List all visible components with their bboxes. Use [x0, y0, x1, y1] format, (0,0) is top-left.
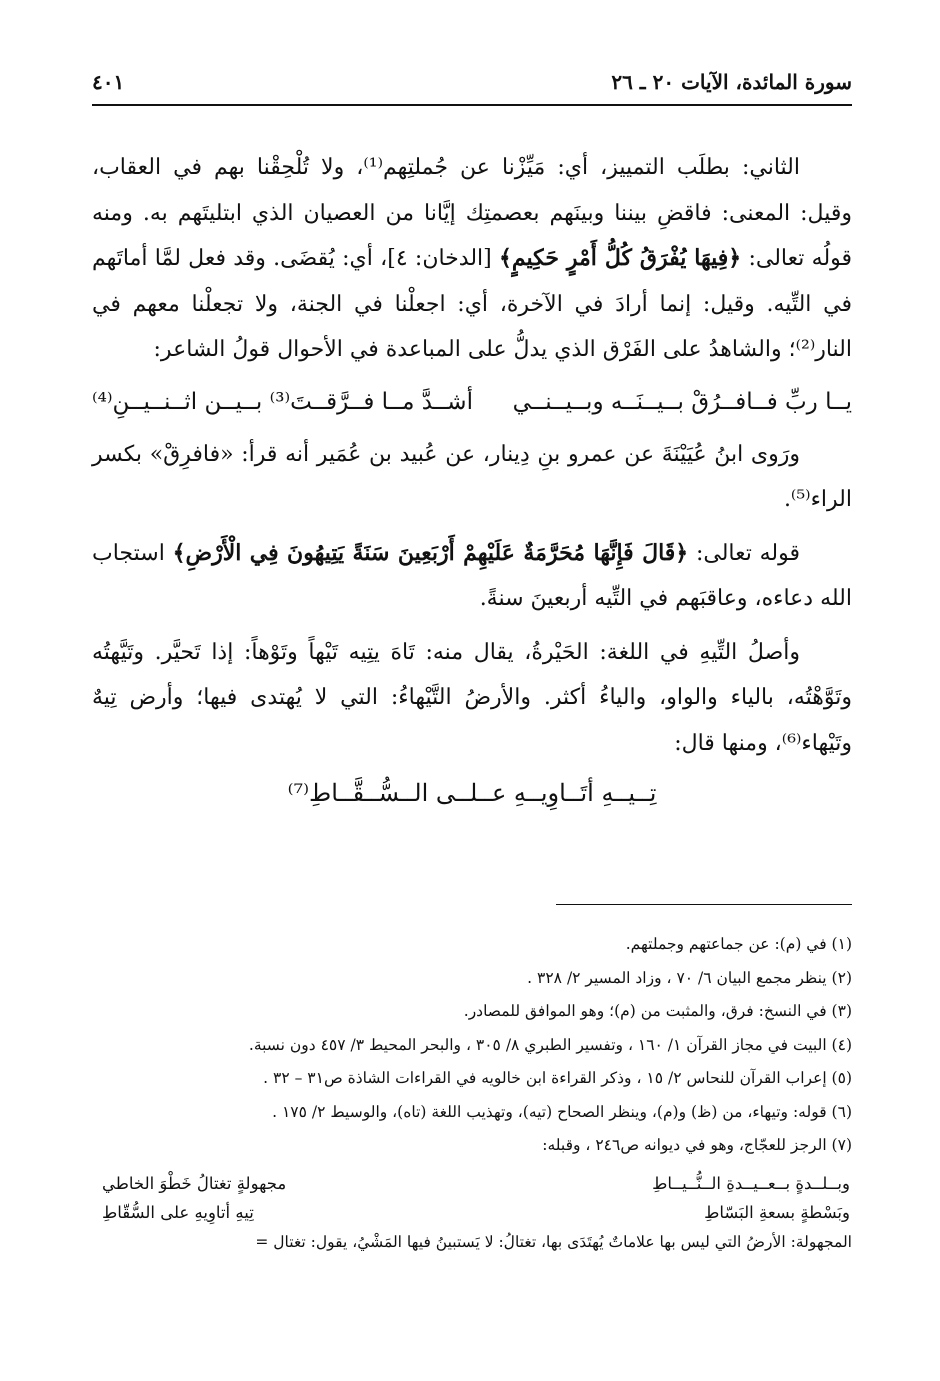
footnote-verse-2-first-hemistich: وبَسْطةٍ بسعةِ البَسّاطِ	[704, 1202, 850, 1222]
verse-1-second-hemistich: أشــدَّ مــا فــرَّقــتَ⁽³⁾ بــيــن اثــنــيــنِ⁽⁴⁾	[92, 388, 473, 415]
poetry-verse-2: تِــيــهِ أتَــاوِيــهِ عــلــى الــسُّــقَّــاطِ⁽⁷⁾	[287, 779, 657, 807]
footnote-verse-2	[92, 1198, 852, 1227]
paragraph-3-continuation: استجاب الله دعاءه، وعاقبَهم في التِّيه أربعينَ سنةً.	[92, 540, 852, 611]
footnote-continuation: المجهولة: الأرضُ التي ليس بها علاماتٌ يُهتَدَى بها، تغتالُ: لا يَستبينُ فيها المَشْيُ، يقول: تغتال =	[255, 1232, 852, 1251]
footnote-verse-1	[92, 1169, 852, 1198]
footnote-verse-1-second-hemistich: مجهولةٍ تغتالُ خَطْوَ الخاطي	[102, 1173, 287, 1193]
paragraph-2: ورَوى ابنُ عُيَيْنَةَ عن عمرو بنِ دِينار، عن عُبيد بن عُمَير أنه قرأ: «فافرِقْ» بكسر الراء⁽⁵⁾.	[92, 441, 852, 512]
poetry-verse-1	[92, 379, 852, 426]
paragraph-4: وأصلُ التِّيهِ في اللغة: الحَيْرةُ، يقال منه: تَاهَ يتِيه تَيْهاً وتَوْهاً: إذا تَحيَّر. وتَيَّهتُه وتَوَّهْتُه، بالياء والواو، والياءُ أكثر. والأرضُ التَّيْهاءُ: التي لا يُهتدى فيها؛ وأرض تِيهٌ وتَيْهاء⁽⁶⁾، ومنها قال:	[92, 639, 852, 756]
paragraph-1-text: الثاني: بطلَب التمييز، أي: مَيِّزْنا عن جُملتِهم⁽¹⁾، ولا تُلْحِقْنا بهم في العقاب، وقيل: المعنى: فاقضِ بيننا وبينَهم بعصمتِك إيَّانا من العصيان الذي ابتليتَهم به. ومنه قولُه تعالى:	[92, 155, 853, 271]
footnotes	[92, 928, 852, 1257]
footnote-verse-2-second-hemistich: تِيهِ أتاوِيهِ على السُّقّاطِ	[102, 1202, 254, 1222]
paragraph-3-lead: قوله تعالى:	[695, 540, 800, 566]
paragraph-1-continuation: [الدخان: ٤]، أي: يُقضَى. وقد فعل لمَّا أماتَهم في التِّيه. وقيل: إنما أرادَ في الآخرة، أي: اجعلْنا في الجنة، ولا تجعلْنا معهم في النار⁽²⁾؛ والشاهدُ على الفَرْق الذي يدلُّ على المباعدة في الأحوال قولُ الشاعر:	[92, 246, 852, 362]
paragraph-3	[92, 531, 852, 622]
page-number: ٤٠١	[92, 70, 125, 94]
footnote-7: (٧) الرجز للعجّاج، وهو في ديوانه ص٢٤٦ ، وقبله:	[542, 1136, 852, 1154]
footnote-5: (٥) إعراب القرآن للنحاس ٢/ ١٥ ، وذكر القراءة ابن خالويه في القراءات الشاذة ص٣١ – ٣٢ .	[263, 1069, 852, 1087]
footnote-4: (٤) البيت في مجاز القرآن ١/ ١٦٠ ، وتفسير الطبري ٨/ ٣٠٥ ، والبحر المحيط ٣/ ٤٥٧ دون نسبة.	[248, 1035, 852, 1054]
page-header	[92, 66, 852, 100]
footnote-1: (١) في (م): عن جماعتهم وجملتهم.	[625, 935, 852, 953]
quran-verse-2: ﴿قَالَ فَإِنَّهَا مُحَرَّمَةٌ عَلَيْهِمْ أَرْبَعِينَ سَنَةً يَتِيهُونَ فِي الْأَرْضِ﴾	[172, 539, 689, 566]
footnote-separator	[556, 904, 852, 905]
verse-1-first-hemistich: يــا ربِّ فــافــرُقْ بــيــنَــه وبــيــنــي	[512, 388, 852, 415]
footnote-6: (٦) قوله: وتيهاء، من (ظ) و(م)، وينظر الصحاح (تيه)، وتهذيب اللغة (تاه)، والوسيط ٢/ ١٧٥ .	[272, 1102, 852, 1121]
footnote-2: (٢) ينظر مجمع البيان ٦/ ٧٠ ، وزاد المسير ٢/ ٣٢٨ .	[527, 968, 852, 987]
paragraph-1	[92, 145, 852, 373]
running-title: سورة المائدة، الآيات ٢٠ ـ ٢٦	[611, 70, 852, 94]
footnote-3: (٣) في النسخ: فرق، والمثبت من (م)؛ وهو الموافق للمصادر.	[463, 1002, 852, 1020]
main-text	[92, 145, 852, 816]
footnote-verse-1-first-hemistich: وبــلــدةٍ بــعــيــدةِ الــنُّــيــاطِ	[652, 1173, 850, 1193]
quran-verse-1: ﴿فِيهَا يُفْرَقُ كُلُّ أَمْرٍ حَكِيمٍ﴾	[499, 245, 742, 271]
header-rule	[92, 104, 852, 106]
